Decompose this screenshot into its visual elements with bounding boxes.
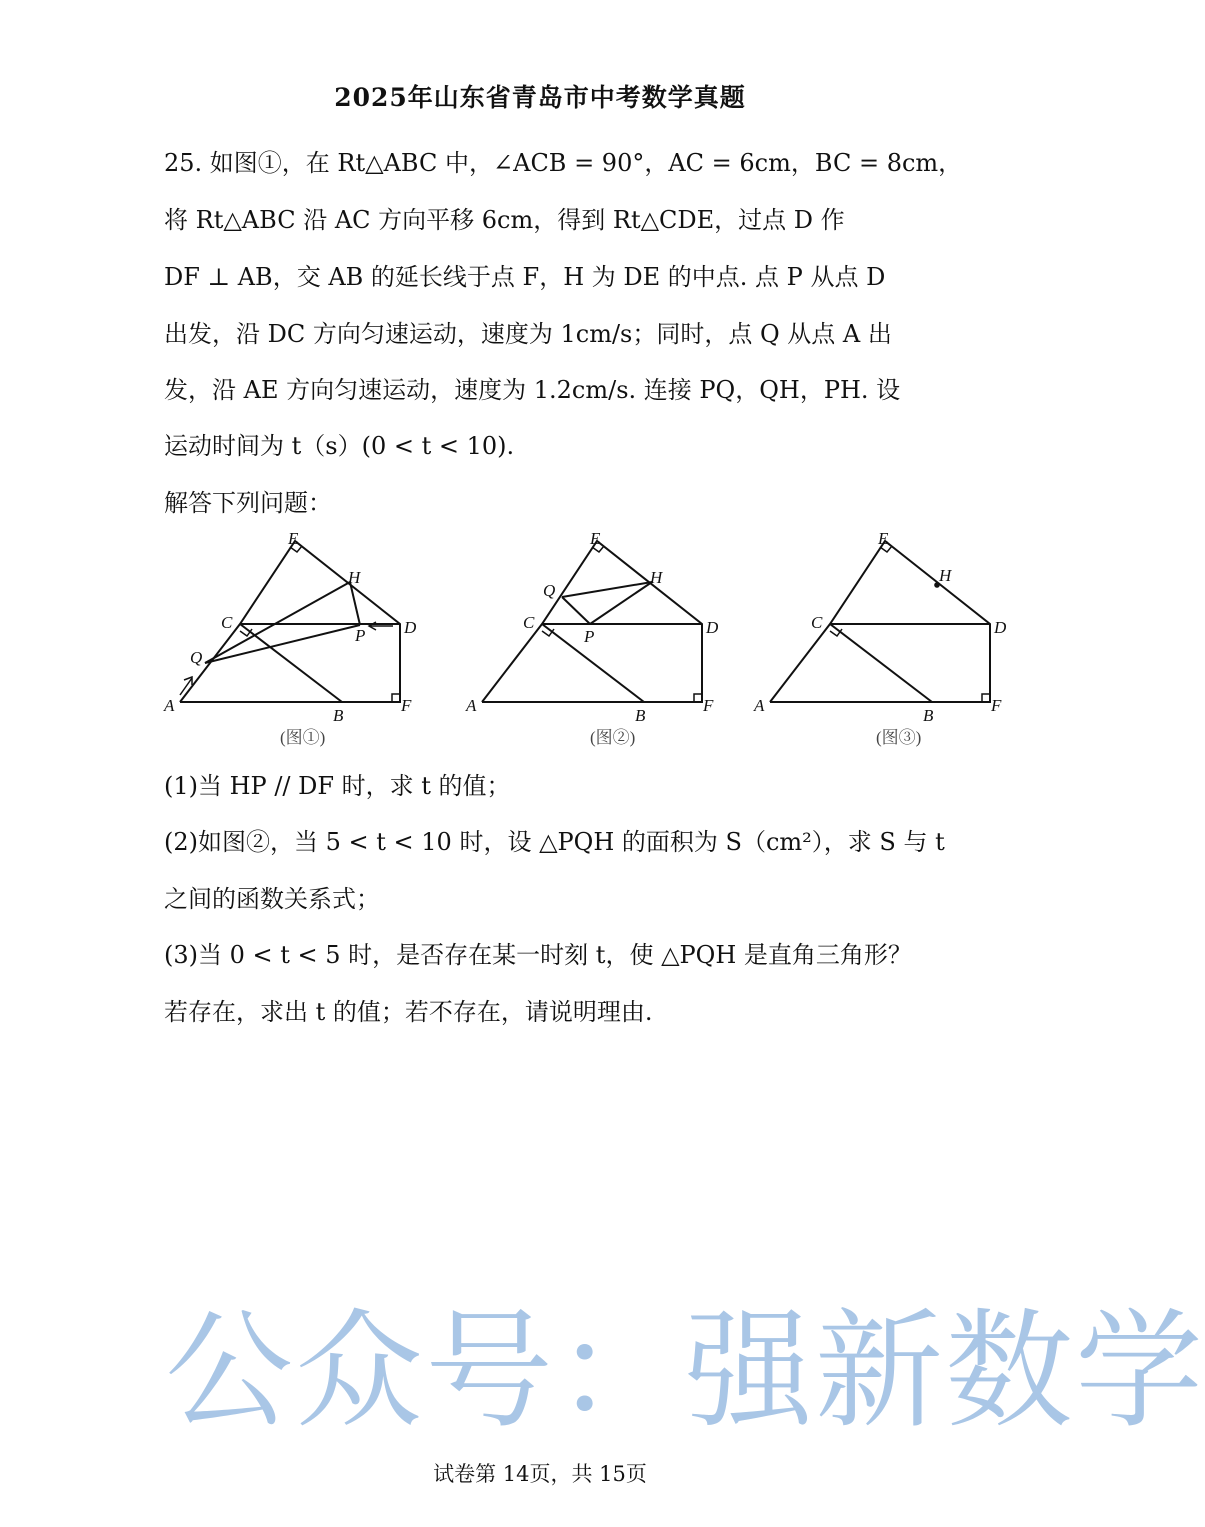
figure-3-lines [770, 541, 990, 702]
label-f: F [401, 696, 412, 715]
question-3-cont: 若存在，求出 t 的值；若不存在，请说明理由. [164, 998, 653, 1026]
label-f: F [991, 696, 1002, 715]
caption-figure-1: (图①) [280, 728, 326, 747]
label-p: P [584, 627, 595, 646]
label-b: B [333, 706, 344, 725]
figure-2-labels [465, 529, 719, 747]
figure-1-labels [163, 529, 417, 747]
question-2: (2)如图②，当 5 < t < 10 时，设 △PQH 的面积为 S（cm²），求 S 与 t [164, 828, 945, 856]
label-c: C [221, 613, 233, 632]
label-d: D [706, 618, 719, 637]
caption-figure-2: (图②) [590, 728, 636, 747]
question-3: (3)当 0 < t < 5 时，是否存在某一时刻 t，使 △PQH 是直角三角形？ [164, 941, 912, 969]
label-h: H [348, 568, 361, 587]
label-e: E [878, 529, 889, 548]
label-c: C [811, 613, 823, 632]
problem-line-1: 25. 如图①，在 Rt△ABC 中，∠ACB = 90°，AC = 6cm，BC = 8cm， [164, 149, 963, 177]
caption-figure-3: (图③) [876, 728, 922, 747]
figure-1-lines [180, 541, 400, 702]
label-a: A [754, 696, 765, 715]
label-d: D [994, 618, 1007, 637]
label-b: B [923, 706, 934, 725]
figure-2-lines [482, 541, 702, 702]
figure-3-labels [753, 529, 1007, 747]
label-a: A [466, 696, 477, 715]
label-q: Q [190, 648, 203, 667]
label-c: C [523, 613, 535, 632]
instruction-line: 解答下列问题： [164, 489, 332, 517]
figures-row [160, 525, 1040, 755]
question-2-cont: 之间的函数关系式； [164, 885, 380, 913]
label-h: H [650, 568, 663, 587]
label-a: A [164, 696, 175, 715]
problem-line-3: DF ⊥ AB，交 AB 的延长线于点 F，H 为 DE 的中点. 点 P 从点 D [164, 263, 886, 291]
label-d: D [404, 618, 417, 637]
label-b: B [635, 706, 646, 725]
geometry-figures [160, 525, 1040, 755]
label-h: H [939, 566, 952, 585]
page-title: 2025年山东省青岛市中考数学真题 [334, 83, 746, 112]
label-e: E [288, 529, 299, 548]
page-footer: 试卷第 14页，共 15页 [433, 1462, 647, 1486]
problem-line-2: 将 Rt△ABC 沿 AC 方向平移 6cm，得到 Rt△CDE，过点 D 作 [164, 206, 845, 234]
label-p: P [355, 626, 366, 645]
question-1: (1)当 HP // DF 时，求 t 的值； [164, 772, 511, 800]
label-e: E [590, 529, 601, 548]
problem-line-4: 出发，沿 DC 方向匀速运动，速度为 1cm/s；同时，点 Q 从点 A 出 [164, 320, 892, 348]
problem-line-6: 运动时间为 t（s）(0 < t < 10). [164, 432, 515, 460]
label-f: F [703, 696, 714, 715]
problem-line-5: 发，沿 AE 方向匀速运动，速度为 1.2cm/s. 连接 PQ，QH，PH. 设 [164, 376, 901, 404]
watermark: 公众号：强新数学 [165, 1297, 1205, 1446]
label-q: Q [543, 581, 556, 600]
